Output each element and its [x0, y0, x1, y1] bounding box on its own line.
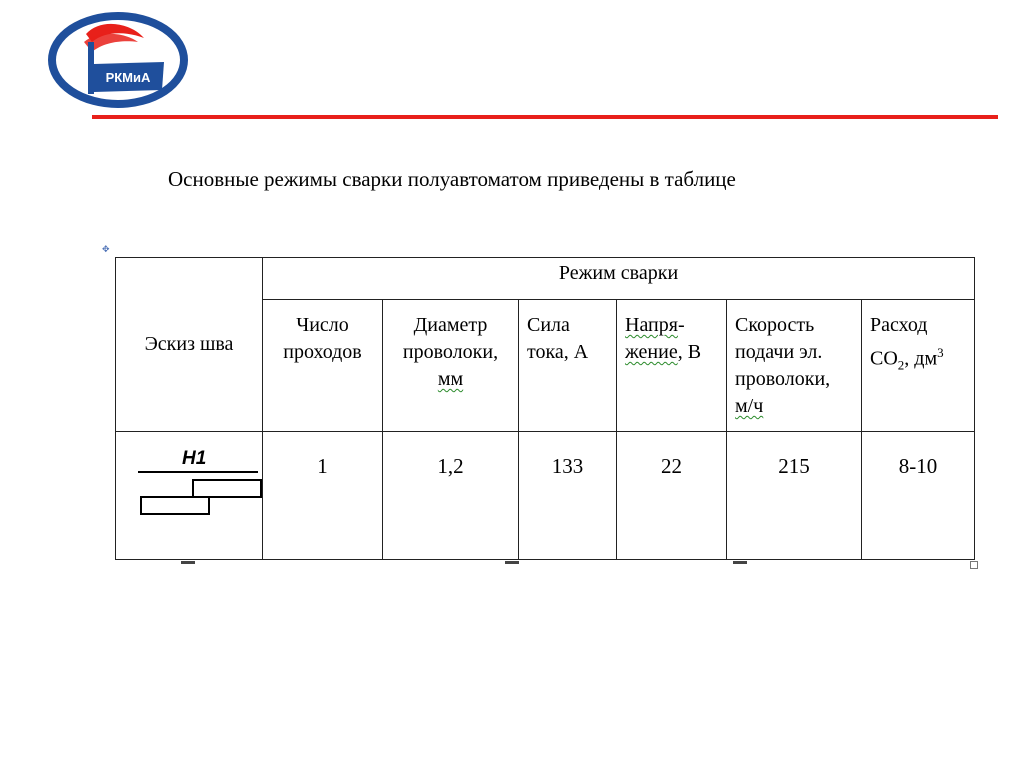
speed-header: Скорость подачи эл. проволоки, м/ч [727, 300, 862, 432]
flow-header: Расход $CO_2$, $дм^3$ [862, 300, 975, 432]
passes-value: 1 [263, 432, 383, 560]
mode-header: Режим сварки [558, 262, 679, 284]
weld-dimension-line [138, 471, 258, 473]
welding-modes-table [115, 257, 975, 560]
voltage-value: 22 [617, 432, 727, 560]
intro-text: Основные режимы сварки полуавтоматом приведены в таблице [168, 167, 736, 191]
diameter-value: 1,2 [383, 432, 519, 560]
header-divider [92, 115, 998, 119]
table-resize-handle[interactable] [970, 561, 978, 569]
mode-header-cell [263, 258, 975, 300]
sketch-header: Эскиз шва [144, 333, 234, 355]
passes-header: Число проходов [263, 300, 383, 432]
flow-value: 8-10 [862, 432, 975, 560]
table-move-handle-icon[interactable]: ✥ [102, 245, 110, 255]
sketch-header-cell [116, 258, 263, 432]
weld-plate-lower [140, 496, 210, 515]
diameter-header: Диаметр проволоки, мм [383, 300, 519, 432]
voltage-header: Напря- жение, В [617, 300, 727, 432]
current-header: Сила тока, А [519, 300, 617, 432]
weld-sketch-label: H1 [182, 448, 207, 469]
clipped-row-fragment [115, 561, 974, 571]
rkmia-logo [48, 12, 188, 108]
current-value: 133 [519, 432, 617, 560]
logo-text: РКМиА [105, 70, 151, 85]
speed-value: 215 [727, 432, 862, 560]
weld-sketch-cell [116, 432, 263, 560]
